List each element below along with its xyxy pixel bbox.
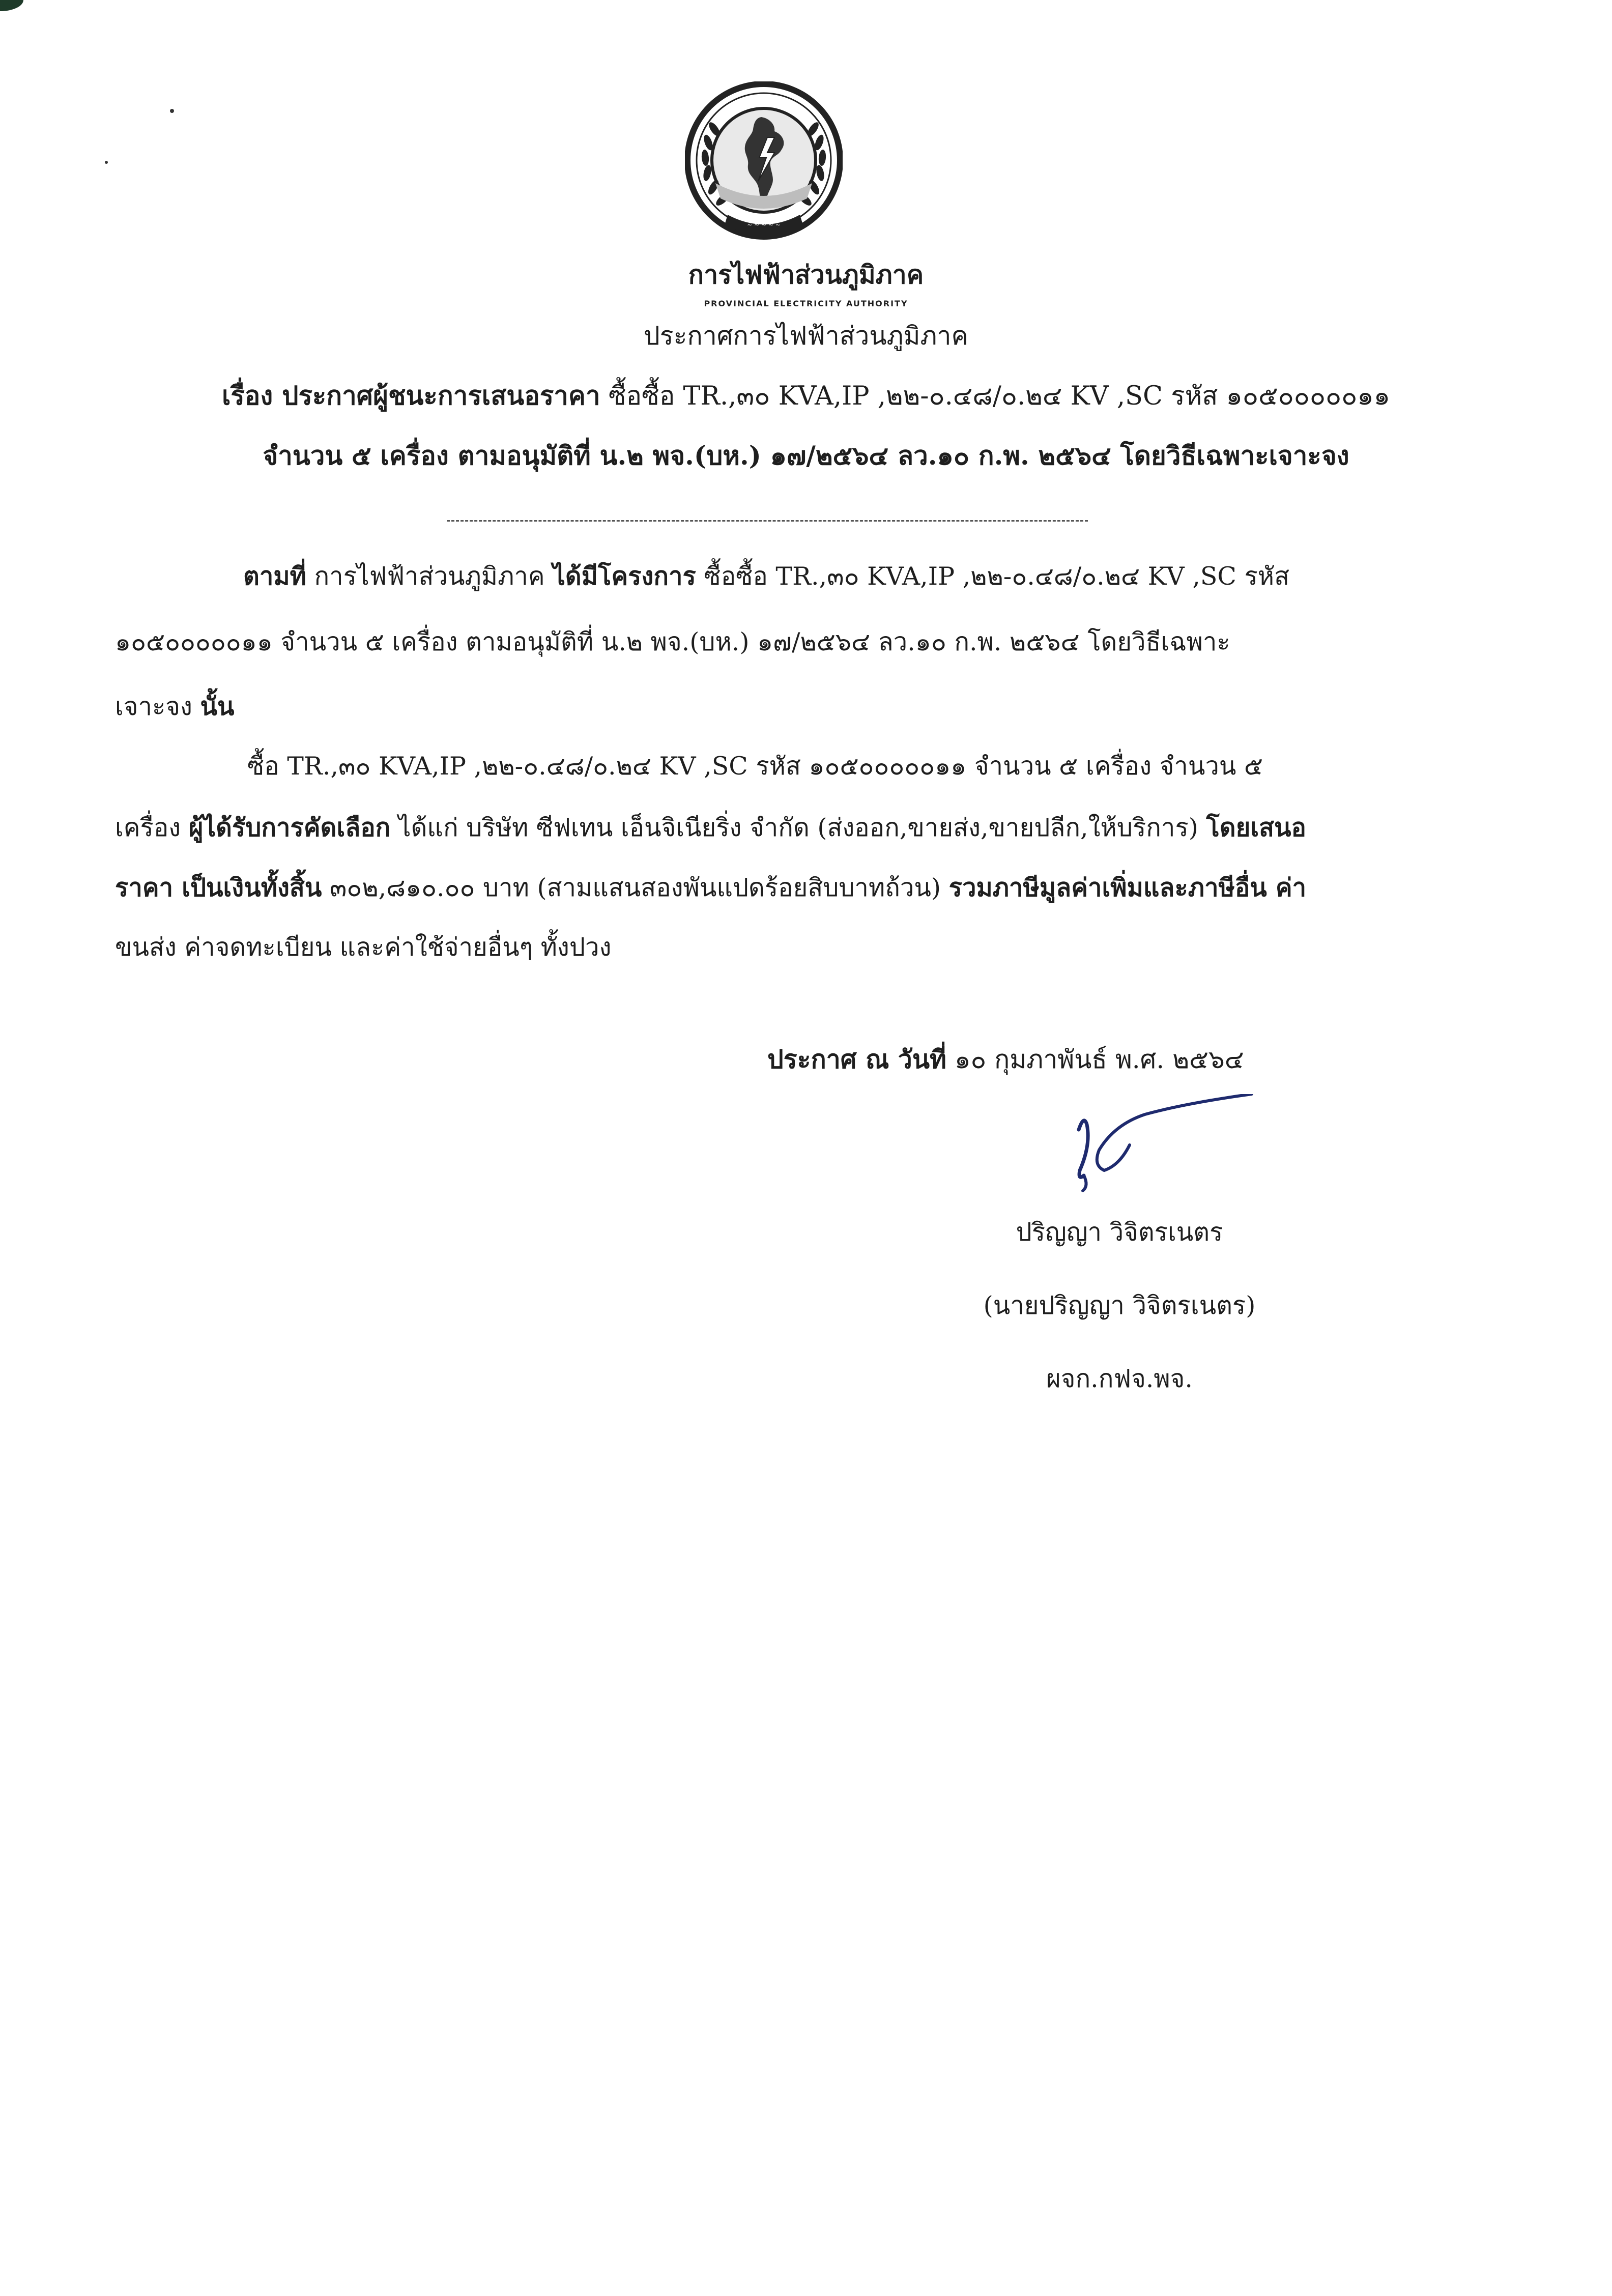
scan-speck [105,161,108,164]
body-text: การไฟฟ้าส่วนภูมิภาค [306,562,553,591]
signature-mark [1069,1094,1272,1196]
paragraph-2-line-2 [115,809,1306,846]
paragraph-1-line-1 [243,558,1289,595]
bold-phrase: นั้น [200,692,235,721]
subject-line-2: จำนวน ๕ เครื่อง ตามอนุมัติที่ น.๒ พจ.(บห.) ๑๗/๒๕๖๔ ลว.๑๐ ก.พ. ๒๕๖๔ โดยวิธีเฉพาะเจาะจง [263,441,1349,471]
subject-heading: เรื่อง ประกาศผู้ชนะการเสนอราคา [221,381,600,411]
subject-text: ซื้อซื้อ TR.,๓๐ KVA,IP ,๒๒-๐.๔๘/๐.๒๔ KV ,SC รหัส ๑๐๕๐๐๐๐๐๑๑ [600,381,1391,411]
announcement-title: ประกาศการไฟฟ้าส่วนภูมิภาค [644,321,968,351]
body-text: ได้แก่ บริษัท ซีฟเทน เอ็นจิเนียริ่ง จำกัด (ส่งออก,ขายส่ง,ขายปลีก,ให้บริการ) [390,813,1206,842]
body-text: ๓๐๒,๘๑๐.๐๐ บาท (สามแสนสองพันแปดร้อยสิบบาทถ้วน) [322,873,949,902]
org-name-thai: การไฟฟ้าส่วนภูมิภาค [688,260,924,290]
dashed-divider [447,520,1088,522]
signatory-full-name: (นายปริญญา วิจิตรเนตร) [983,1291,1256,1320]
paragraph-2-line-1: ซื้อ TR.,๓๐ KVA,IP ,๒๒-๐.๔๘/๐.๒๔ KV ,SC รหัส ๑๐๕๐๐๐๐๐๑๑ จำนวน ๕ เครื่อง จำนวน ๕ [247,752,1263,781]
scan-speck [170,109,174,113]
bold-phrase: ได้มีโครงการ [553,561,696,591]
date-value: ๑๐ กุมภาพันธ์ พ.ศ. ๒๕๖๔ [946,1045,1244,1074]
paragraph-1-line-3 [115,688,235,725]
bold-phrase: ราคา เป็นเงินทั้งสิ้น [115,873,322,902]
signatory-position: ผจก.กฟจ.พจ. [1046,1364,1193,1393]
date-label: ประกาศ ณ วันที่ [767,1044,946,1074]
scan-corner-mark [0,0,23,11]
signatory-name: ปริญญา วิจิตรเนตร [1016,1218,1223,1247]
bold-phrase: ตามที่ [243,561,306,591]
body-text: เจาะจง [115,692,200,721]
subject-line-1 [94,377,1518,416]
pea-seal-icon [685,81,843,254]
bold-phrase: โดยเสนอ [1206,813,1306,842]
paragraph-2-line-3 [115,869,1306,906]
svg-text:~ ~ ~ ~ ~: ~ ~ ~ ~ ~ [747,221,781,228]
body-text: เครื่อง [115,813,189,842]
org-name-english: PROVINCIAL ELECTRICITY AUTHORITY [704,299,908,308]
bold-phrase: ผู้ได้รับการคัดเลือก [188,813,391,842]
body-text: ซื้อซื้อ TR.,๓๐ KVA,IP ,๒๒-๐.๔๘/๐.๒๔ KV ,SC รหัส [696,562,1289,591]
paragraph-1-line-2: ๑๐๕๐๐๐๐๐๑๑ จำนวน ๕ เครื่อง ตามอนุมัติที่ น.๒ พจ.(บห.) ๑๗/๒๕๖๔ ลว.๑๐ ก.พ. ๒๕๖๔ โดยวิธีเฉพาะ [115,627,1230,656]
bold-phrase: รวมภาษีมูลค่าเพิ่มและภาษีอื่น ค่า [948,873,1307,902]
paragraph-2-line-4: ขนส่ง ค่าจดทะเบียน และค่าใช้จ่ายอื่นๆ ทั้งปวง [115,933,612,962]
announcement-date [767,1041,1244,1078]
